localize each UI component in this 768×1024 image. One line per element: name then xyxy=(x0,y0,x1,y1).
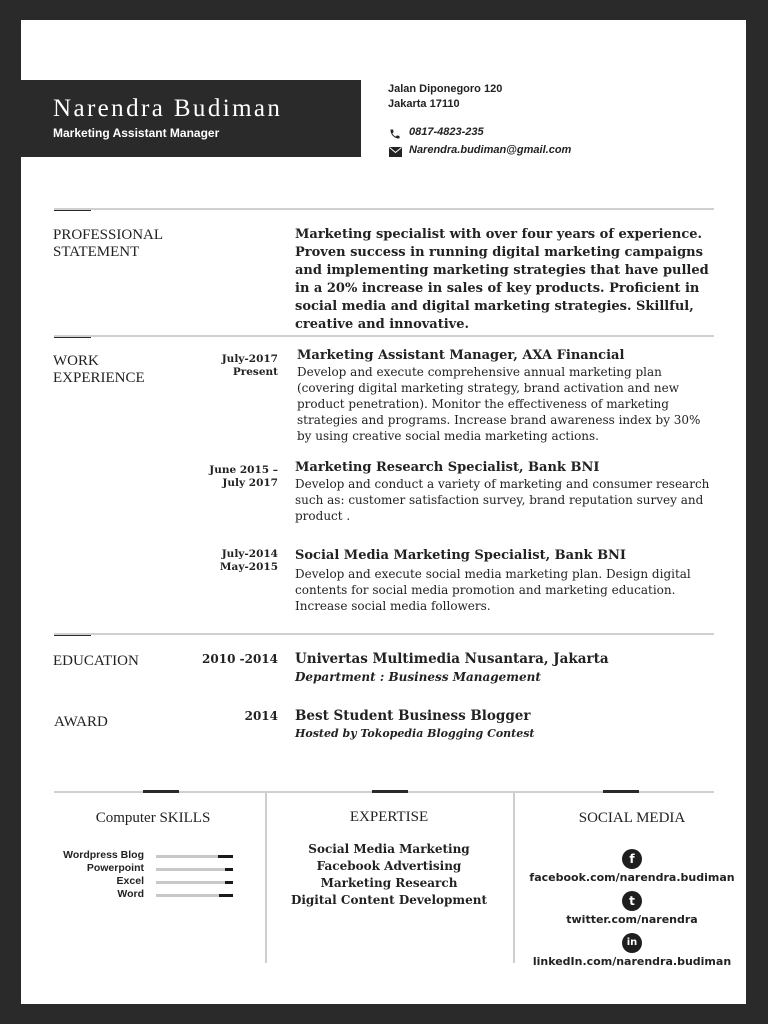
skill-name: Excel xyxy=(116,875,144,887)
column-marker xyxy=(603,790,639,793)
skill-level-bar xyxy=(156,868,233,871)
work-heading-line2: EXPERIENCE xyxy=(53,370,145,386)
expertise-heading: EXPERTISE xyxy=(349,809,429,825)
job-title: Social Media Marketing Specialist, Bank BNI xyxy=(295,548,627,563)
skill-name: Wordpress Blog xyxy=(63,849,144,861)
email-icon xyxy=(389,144,402,162)
section-divider xyxy=(54,335,714,337)
skill-name: Word xyxy=(117,888,144,900)
twitter-icon[interactable]: t xyxy=(622,891,642,911)
facebook-icon[interactable]: f xyxy=(622,849,642,869)
column-marker xyxy=(143,790,179,793)
award-year: 2014 xyxy=(244,709,278,723)
column-marker xyxy=(372,790,408,793)
skill-name: Powerpoint xyxy=(86,862,144,874)
name-banner xyxy=(21,80,361,157)
expertise-item: Facebook Advertising xyxy=(316,859,462,873)
statement-heading-line2: STATEMENT xyxy=(53,244,140,260)
social-heading: SOCIAL MEDIA xyxy=(578,810,686,826)
skill-level-bar xyxy=(156,881,233,884)
skill-level-fill xyxy=(225,881,233,884)
education-years: 2010 -2014 xyxy=(202,652,278,666)
column-separator xyxy=(265,793,267,963)
award-heading: AWARD xyxy=(54,714,108,730)
section-divider xyxy=(54,208,714,210)
section-divider xyxy=(54,633,714,635)
linkedin-icon[interactable]: in xyxy=(622,933,642,953)
skill-level-bar xyxy=(156,855,233,858)
candidate-title: Marketing Assistant Manager xyxy=(53,126,220,140)
job-description: Develop and execute social media marketing plan. Design digital contents for social media promotion and marketing education. Increase social media followers. xyxy=(295,567,691,613)
social-link[interactable]: twitter.com/narendra xyxy=(566,913,698,926)
job-date xyxy=(168,548,278,574)
social-link[interactable]: linkedIn.com/narendra.budiman xyxy=(532,955,732,968)
education-department: Department : Business Management xyxy=(295,670,541,684)
skills-heading: Computer SKILLS xyxy=(95,810,211,826)
resume-page xyxy=(21,20,746,1004)
expertise-item: Digital Content Development xyxy=(290,893,488,907)
phone-number[interactable]: 0817-4823-235 xyxy=(409,126,484,138)
phone-icon xyxy=(389,127,401,145)
job-title: Marketing Assistant Manager, AXA Financial xyxy=(297,348,625,363)
job-date xyxy=(168,353,278,379)
skill-level-bar xyxy=(156,894,233,897)
work-heading xyxy=(53,353,145,387)
job-date-end: May-2015 xyxy=(219,561,278,573)
job-date-start: June 2015 – xyxy=(209,464,278,476)
expertise-item: Social Media Marketing xyxy=(308,842,470,856)
job-date-start: July-2014 xyxy=(221,548,278,560)
job-description: Develop and conduct a variety of marketing and consumer research such as: customer satisfaction survey, brand reputation survey and product . xyxy=(295,477,710,523)
expertise-item: Marketing Research xyxy=(320,876,458,890)
social-link[interactable]: facebook.com/narendra.budiman xyxy=(529,871,735,884)
job-date-start: July-2017 xyxy=(221,353,278,365)
candidate-name: Narendra Budiman xyxy=(53,95,283,122)
skill-level-fill xyxy=(219,894,233,897)
job-title: Marketing Research Specialist, Bank BNI xyxy=(295,460,600,475)
column-separator xyxy=(513,793,515,963)
email-address[interactable]: Narendra.budiman@gmail.com xyxy=(409,144,572,156)
job-description: Develop and execute comprehensive annual marketing plan (covering digital marketing strategy, brand activation and new product penetration). Monitor the effectiveness of marketing strategies and programs. Increase brand awareness index by 30% by using creative social media marketing actions. xyxy=(297,365,701,443)
education-school: Univertas Multimedia Nusantara, Jakarta xyxy=(295,651,609,667)
award-title: Best Student Business Blogger xyxy=(295,708,531,724)
address-line-2: Jakarta 17110 xyxy=(388,98,460,110)
job-date-end: Present xyxy=(232,366,278,378)
address-line-1: Jalan Diponegoro 120 xyxy=(388,83,503,95)
statement-text: Marketing specialist with over four years of experience. Proven success in running digital marketing campaigns and implementing marketing strategies that have pulled in a 20% increase in sales of key products. Proficient in social media and digital marketing strategies. Skillful, creative and innovative. xyxy=(295,227,709,332)
job-date-end: July 2017 xyxy=(222,477,278,489)
skill-level-fill xyxy=(225,868,233,871)
work-heading-line1: WORK xyxy=(53,353,99,369)
statement-heading xyxy=(53,227,163,261)
statement-heading-line1: PROFESSIONAL xyxy=(53,227,164,243)
skill-level-fill xyxy=(218,855,233,858)
education-heading: EDUCATION xyxy=(53,653,139,669)
award-detail: Hosted by Tokopedia Blogging Contest xyxy=(295,727,535,740)
job-date xyxy=(168,464,278,490)
